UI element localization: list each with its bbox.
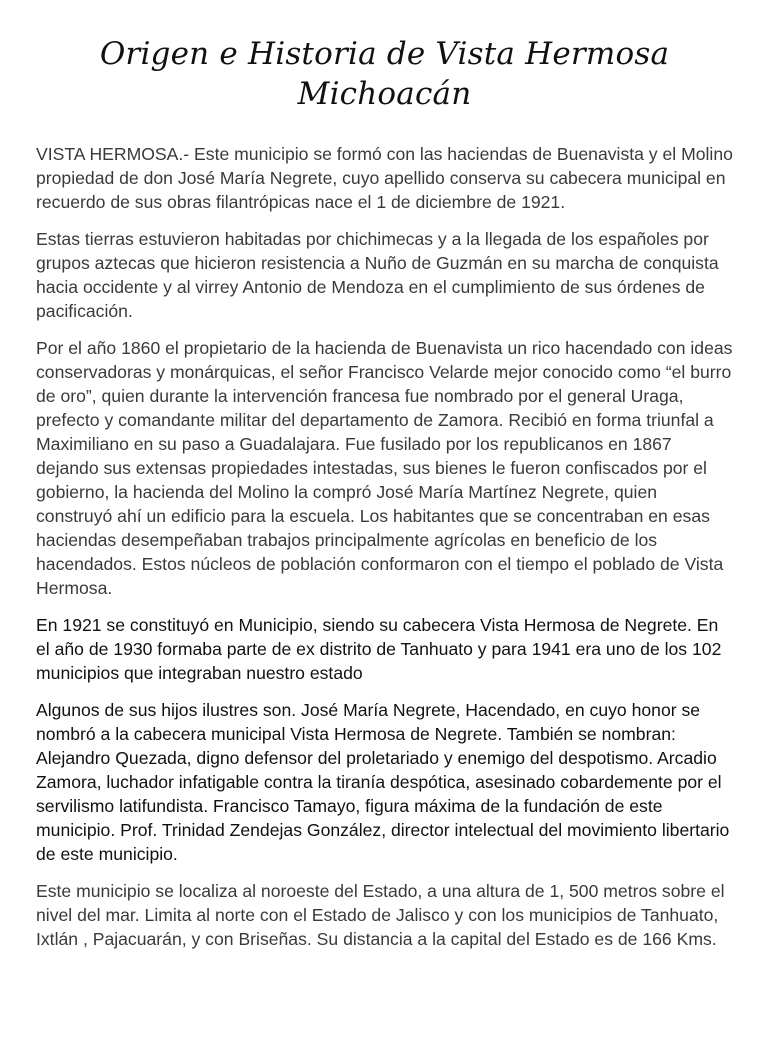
paragraph-inhabitants: Estas tierras estuvieron habitadas por chichimecas y a la llegada de los españoles por grupos aztecas que hicieron resistencia a Nuño de Guzmán en su marcha de conquista hacia occidente y al virrey Antonio de Mendoza en el cumplimiento de sus órdenes de pacificación. [36,229,719,321]
paragraph-location: Este municipio se localiza al noroeste del Estado, a una altura de 1, 500 metros sobre el nivel del mar. Limita al norte con el Estado de Jalisco y con los municipios de Tanhuato, Ixtlán , Pajacuarán, y con Briseñas. Su distancia a la capital del Estado es de 166 Kms. [36,881,725,949]
paragraph-origin: VISTA HERMOSA.- Este municipio se formó con las haciendas de Buenavista y el Molino propiedad de don José María Negrete, cuyo apellido conserva su cabecera municipal en recuerdo de sus obras filantrópicas nace el 1 de diciembre de 1921. [36,144,733,212]
paragraph-municipality: En 1921 se constituyó en Municipio, siendo su cabecera Vista Hermosa de Negrete. En el año de 1930 formaba parte de ex distrito de Tanhuato y para 1941 era uno de los 102 municipios que integraban nuestro estado [36,615,722,683]
page-title: Origen e Historia de Vista Hermosa Michoacán [99,36,670,112]
paragraph-hacienda-history: Por el año 1860 el propietario de la hacienda de Buenavista un rico hacendado con ideas conservadoras y monárquicas, el señor Francisco Velarde mejor conocido como “el burro de oro”, quien durante la intervención francesa fue nombrado por el general Uraga, prefecto y comandante militar del departamento de Zamora. Recibió en forma triunfal a Maximiliano en su paso a Guadalajara. Fue fusilado por los republicanos en 1867 dejando sus extensas propiedades intestadas, sus bienes le fueron confiscados por el gobierno, la hacienda del Molino la compró José María Martínez Negrete, quien construyó ahí un edificio para la escuela. Los habitantes que se concentraban en esas haciendas desempeñaban trabajos principalmente agrícolas en beneficio de los hacendados. Estos núcleos de población conformaron con el tiempo el poblado de Vista Hermosa. [36,338,733,598]
paragraph-illustrious-sons: Algunos de sus hijos ilustres son. José María Negrete, Hacendado, en cuyo honor se nombró a la cabecera municipal Vista Hermosa de Negrete. También se nombran: Alejandro Quezada, digno defensor del proletariado y enemigo del despotismo. Arcadio Zamora, luchador infatigable contra la tiranía despótica, asesinado cobardemente por el servilismo latifundista. Francisco Tamayo, figura máxima de la fundación de este municipio. Prof. Trinidad Zendejas González, director intelectual del movimiento libertario de este municipio. [36,700,730,864]
document-page [0,34,768,1058]
